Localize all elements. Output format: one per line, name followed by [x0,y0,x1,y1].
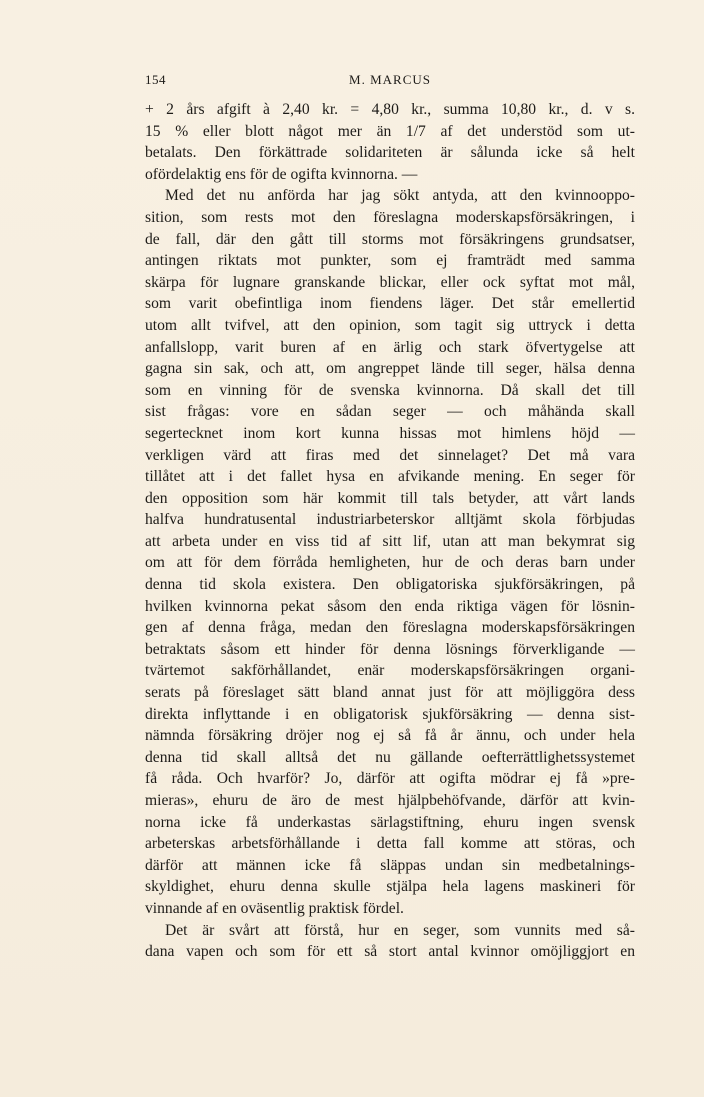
page-header [145,72,635,92]
text-line: arbeterskas arbetsförhållande i detta fall komme att störas, och [145,835,635,853]
text-line: anfallslopp, varit buren af en ärlig och stark öfvertygelse att [145,338,635,356]
text-line: hvilken kvinnorna pekat såsom den enda riktiga vägen för lösnin- [145,597,635,615]
text-line: sist frågas: vore en sådan seger — och måhända skall [145,403,635,421]
text-line: vinnande af en oväsentlig praktisk fördel. [145,899,404,917]
text-line: denna tid skall alltså det nu gällande oefterrättlighetssystemet [145,748,635,766]
text-line: utom allt tvifvel, att den opinion, som tagit sig uttryck i detta [145,316,635,334]
text-line: om att för dem förråda hemligheten, hur de och deras barn under [145,554,635,572]
text-line: segertecknet inom kort kunna hissas mot himlens höjd — [145,424,635,442]
text-line: få råda. Och hvarför? Jo, därför att ogifta mödrar ej få »pre- [145,770,635,788]
text-line: tillåtet att i det fallet hysa en afvikande mening. En seger för [145,468,635,486]
text-line: norna icke få underkastas särlagstiftning, ehuru ingen svensk [145,813,635,831]
text-line: därför att männen icke få släppas undan sin medbetalnings- [145,856,635,874]
text-line: serats på föreslaget sätt bland annat just för att möjliggöra dess [145,684,635,702]
text-line: halfva hundratusental industriarbeterskor alltjämt skola förbjudas [145,511,635,529]
text-line: tvärtemot sakförhållandet, enär moderskapsförsäkringen organi- [145,662,635,680]
running-head: M. MARCUS [349,72,431,87]
text-line: gagna sin sak, och att, om angreppet lände till seger, hälsa denna [145,360,635,378]
text-line: ofördelaktig ens för de ogifta kvinnorna. — [145,165,418,183]
text-line: denna tid skola existera. Den obligatoriska sjukförsäkringen, på [145,576,635,594]
text-line: sition, som rests mot den föreslagna moderskapsförsäkringen, i [145,208,635,226]
text-line: att arbeta under en viss tid af sitt lif, utan att man bekymrat sig [145,532,635,550]
text-line: skyldighet, ehuru denna skulle stjälpa hela lagens maskineri för [145,878,635,896]
text-line: gen af denna fråga, medan den föreslagna moderskapsförsäkringen [145,619,635,637]
text-line: Med det nu anförda har jag sökt antyda, att den kvinnooppo- [165,187,635,205]
text-line: verkligen värd att firas med det sinnelaget? Det må vara [145,446,635,464]
text-line: nämnda försäkring dröjer nog ej så få år ännu, och under hela [145,727,635,745]
text-line: dana vapen och som för ett så stort antal kvinnor omöjliggjort en [145,943,635,961]
text-line: Det är svårt att förstå, hur en seger, som vunnits med så- [165,921,635,939]
text-line: betraktats såsom ett hinder för denna lösnings förverkligande — [145,640,635,658]
page-number: 154 [145,72,166,87]
text-line: som varit obefintliga inom fiendens läger. Det står emellertid [145,295,635,313]
text-line: 15 % eller blott något mer än 1/7 af det understöd som ut- [145,122,635,140]
text-line: de fall, där den gått till storms mot försäkringens grundsatser, [145,230,635,248]
text-line: + 2 års afgift à 2,40 kr. = 4,80 kr., summa 10,80 kr., d. v s. [145,101,635,118]
text-line: skärpa för lugnare granskande blickar, eller ock syftat mot mål, [145,273,635,291]
text-line: direkta inflyttande i en obligatorisk sjukförsäkring — denna sist- [145,705,635,723]
text-line: antingen riktats mot punkter, som ej framträdt med samma [145,252,635,270]
body-text [145,99,635,963]
text-line: betalats. Den förkättrade solidariteten är sålunda icke så helt [145,144,635,162]
text-line: som en vinning för de svenska kvinnorna. Då skall det till [145,381,635,399]
text-line: den opposition som här kommit till tals betyder, att vårt lands [145,489,635,507]
text-line: mieras», ehuru de äro de mest hjälpbehöfvande, därför att kvin- [145,792,635,809]
